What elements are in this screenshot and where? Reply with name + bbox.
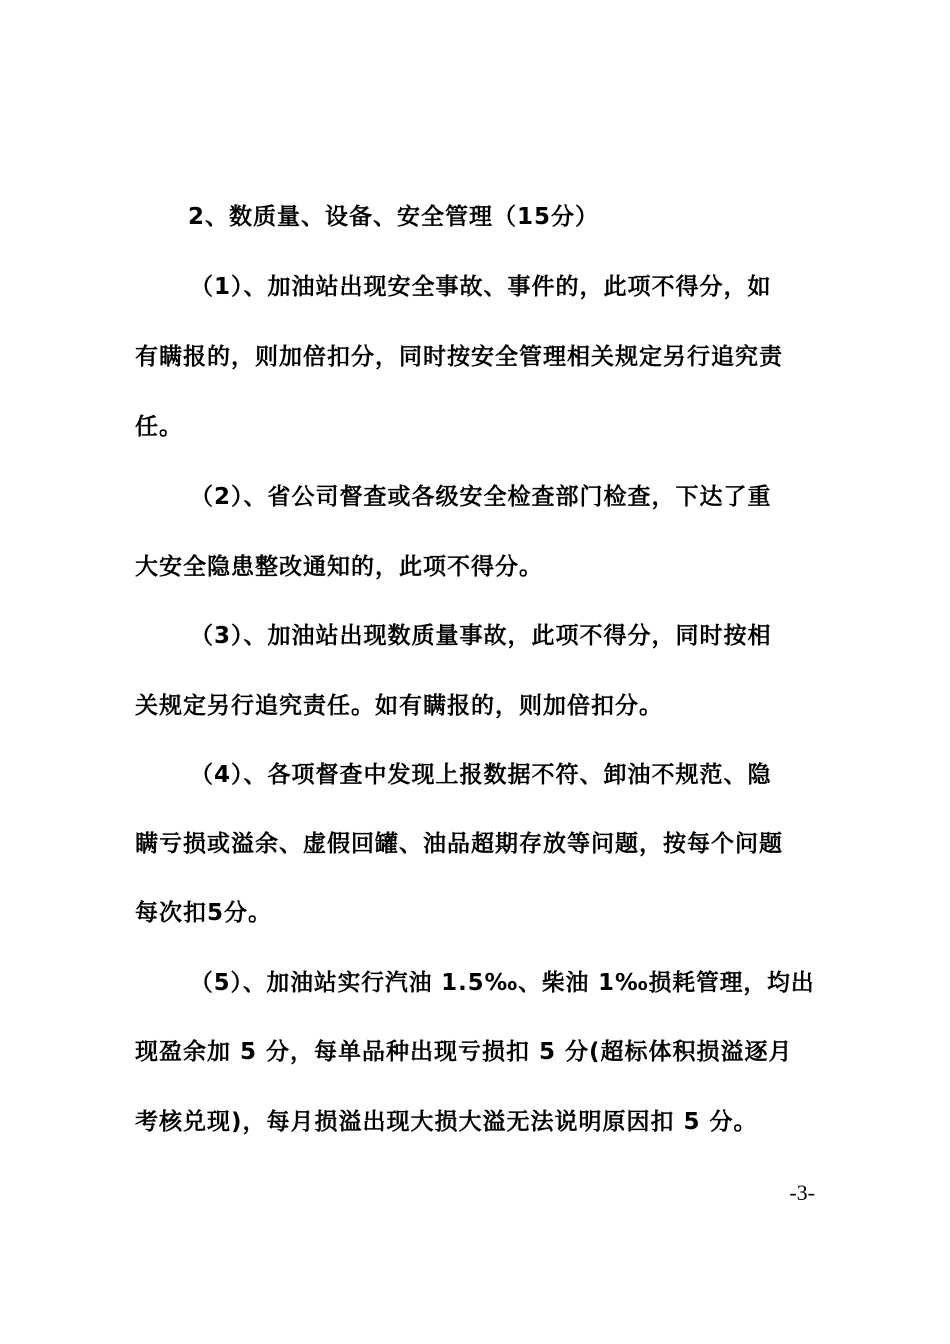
paragraph-5-line-3: 考核兑现)，每月损溢出现大损大溢无法说明原因扣 5 分。 xyxy=(135,1109,758,1135)
paragraph-2-line-1: （2）、省公司督查或各级安全检查部门检查，下达了重 xyxy=(190,484,772,510)
page-number: -3- xyxy=(789,1180,815,1205)
paragraph-3-line-1: （3）、加油站出现数质量事故，此项不得分，同时按相 xyxy=(190,623,772,649)
paragraph-2-line-2: 大安全隐患整改通知的，此项不得分。 xyxy=(135,554,543,580)
paragraph-3-line-2: 关规定另行追究责任。如有瞒报的，则加倍扣分。 xyxy=(135,693,663,719)
paragraph-4-line-1: （4）、各项督查中发现上报数据不符、卸油不规范、隐 xyxy=(190,762,772,788)
paragraph-1-line-1: （1）、加油站出现安全事故、事件的，此项不得分，如 xyxy=(190,274,772,300)
paragraph-1-line-2: 有瞒报的，则加倍扣分，同时按安全管理相关规定另行追究责 xyxy=(135,344,783,370)
paragraph-5-line-1: （5）、加油站实行汽油 1.5‰、柴油 1‰损耗管理，均出 xyxy=(190,970,815,996)
section-heading: 2、数质量、设备、安全管理（15分） xyxy=(188,204,600,230)
paragraph-4-line-3: 每次扣5分。 xyxy=(135,900,273,926)
paragraph-1-line-3: 任。 xyxy=(135,414,183,440)
paragraph-4-line-2: 瞒亏损或溢余、虚假回罐、油品超期存放等问题，按每个问题 xyxy=(135,831,783,857)
paragraph-5-line-2: 现盈余加 5 分，每单品种出现亏损扣 5 分(超标体积损溢逐月 xyxy=(135,1039,793,1065)
